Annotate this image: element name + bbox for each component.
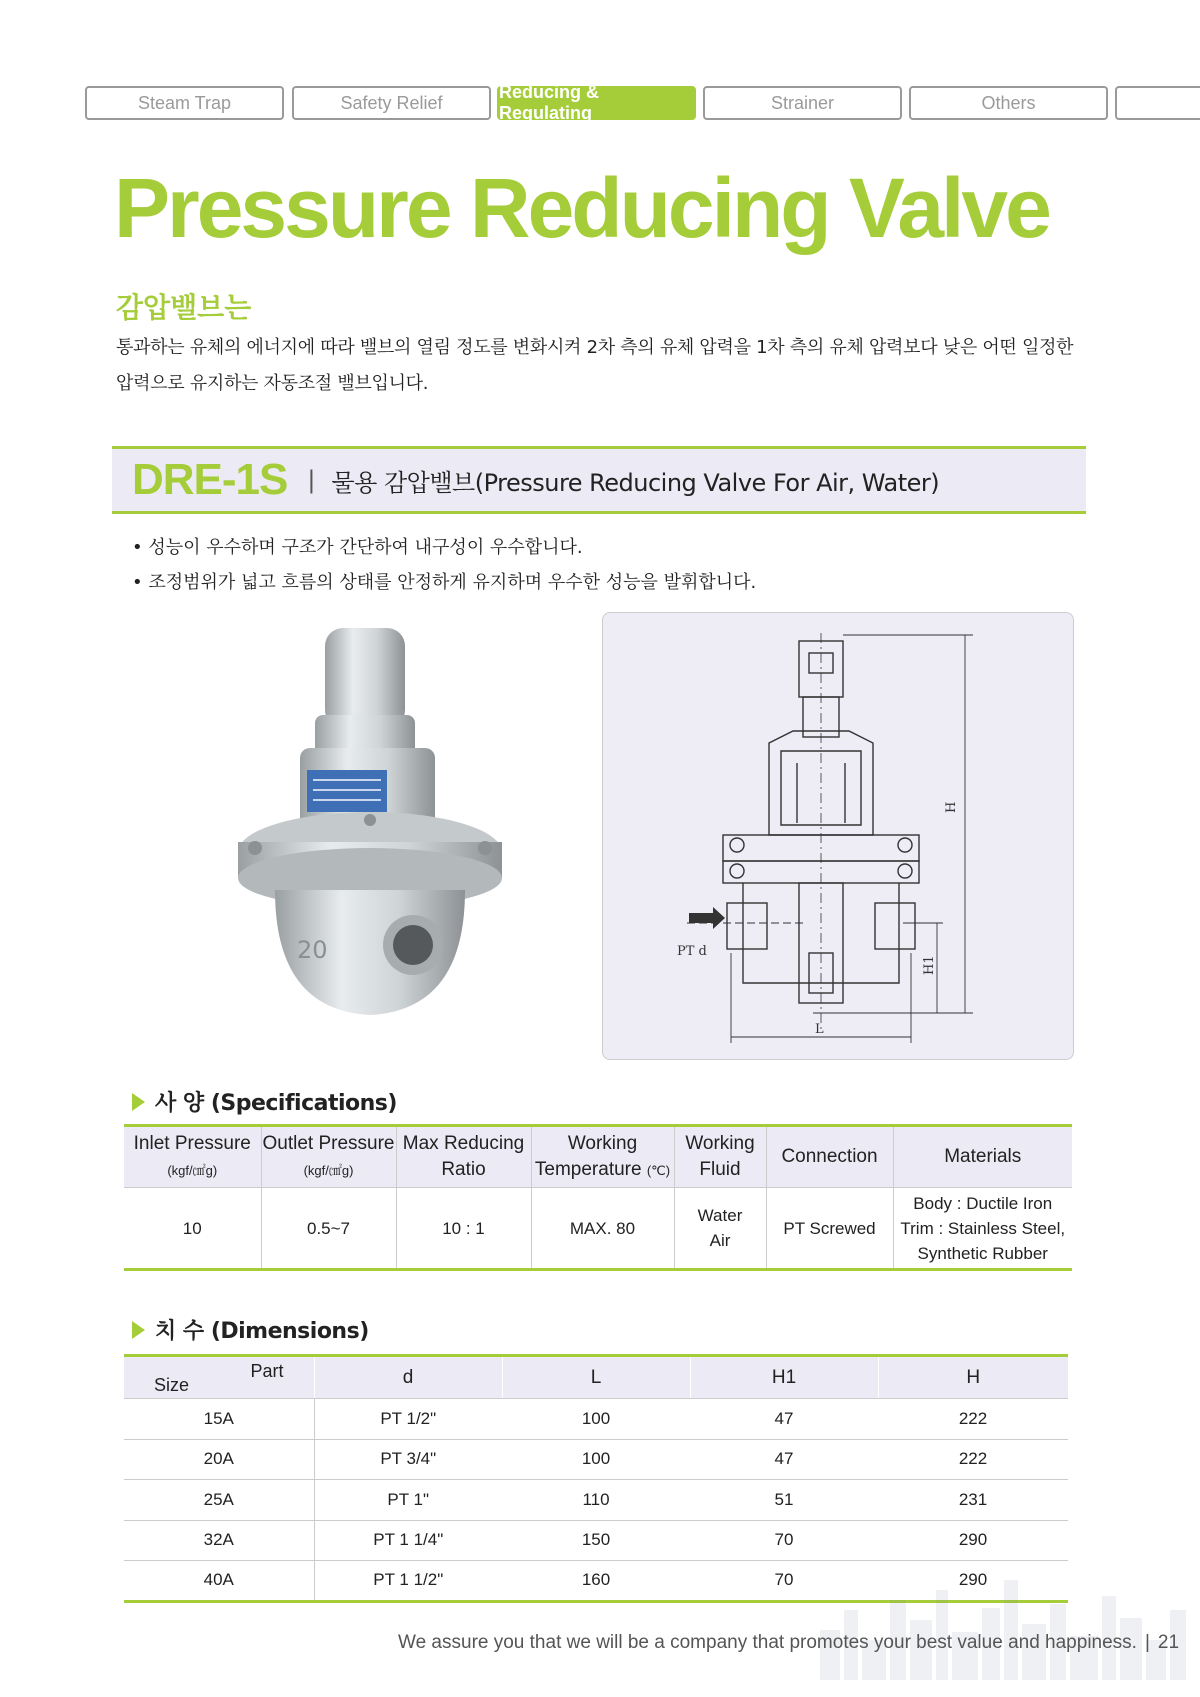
dim-d: PT 1" (314, 1480, 502, 1521)
dim-size: 15A (124, 1399, 314, 1440)
spec-ratio: 10 : 1 (396, 1188, 531, 1270)
specs-heading: 사 양 (Specifications) (132, 1086, 397, 1117)
cross-section-drawing (603, 613, 1075, 1061)
spec-header: Outlet Pressure (kgf/㎠g) (261, 1126, 396, 1188)
photo-marking: 20 (297, 936, 328, 964)
label-l: L (815, 1022, 824, 1037)
dim-h: 222 (878, 1399, 1068, 1440)
spec-temperature: MAX. 80 (531, 1188, 674, 1270)
dim-l: 150 (502, 1520, 690, 1561)
spec-outlet: 0.5~7 (261, 1188, 396, 1270)
spec-fluid: Water Air (674, 1188, 766, 1270)
intro-body: 통과하는 유체의 에너지에 따라 밸브의 열림 정도를 변화시켜 2차 측의 유체 압력을 1차 측의 유체 압력보다 낮은 어떤 일정한 압력으로 유지하는 자동조절 밸브입니다. (116, 337, 1074, 394)
label-pt-d: PT d (677, 944, 707, 959)
valve-photo (235, 620, 505, 1050)
dim-size: 40A (124, 1561, 314, 1602)
dim-size: 32A (124, 1520, 314, 1561)
dim-h: 290 (878, 1520, 1068, 1561)
table-row (124, 1188, 1072, 1270)
dim-l: 160 (581, 1570, 611, 1590)
model-code: DRE-1S (132, 455, 288, 504)
dim-h1: 51 (690, 1480, 878, 1521)
dim-corner-header: Part Size (124, 1356, 314, 1399)
dim-l: 100 (502, 1439, 690, 1480)
footer (398, 1632, 1179, 1654)
tab-safety-relief[interactable]: Safety Relief (292, 86, 491, 120)
dim-h1: 47 (690, 1399, 878, 1440)
dim-header: L (502, 1356, 690, 1399)
dim-h1: 70 (690, 1520, 878, 1561)
spec-header: Max Reducing Ratio (396, 1126, 531, 1188)
dim-h: 290 (958, 1570, 988, 1590)
spec-header: Connection (766, 1126, 893, 1188)
model-description: 물용 감압밸브(Pressure Reducing Valve For Air, Water) (331, 468, 940, 497)
triangle-bullet-icon (132, 1093, 145, 1111)
feature-item: • 성능이 우수하며 구조가 간단하여 내구성이 우수합니다. (132, 530, 756, 565)
spec-connection: PT Screwed (766, 1188, 893, 1270)
specifications-table (124, 1124, 1072, 1271)
tab-others[interactable]: Others (909, 86, 1108, 120)
dim-d: PT 1 1/4" (314, 1520, 502, 1561)
model-bar (112, 446, 1086, 514)
spec-materials: Body : Ductile Iron Trim : Stainless Steel, Synthetic Rubber (900, 1193, 1066, 1263)
dim-l: 100 (502, 1399, 690, 1440)
intro-heading: 감압밸브는 (116, 291, 252, 324)
dim-h1: 70 (774, 1570, 794, 1590)
valve-diagram (602, 612, 1074, 1060)
spec-header: Inlet Pressure (kgf/㎠g) (124, 1126, 261, 1188)
dim-size: 20A (124, 1439, 314, 1480)
dim-header: H1 (690, 1356, 878, 1399)
table-row (124, 1439, 1068, 1480)
spec-header: Working Fluid (674, 1126, 766, 1188)
model-separator: | (307, 466, 316, 494)
dim-size: 25A (124, 1480, 314, 1521)
label-h: H (944, 801, 959, 813)
category-tabs (85, 82, 1200, 123)
label-h1: H1 (922, 955, 937, 975)
spec-header: Materials (893, 1126, 1072, 1188)
footer-separator: | (1144, 1632, 1150, 1653)
footer-slogan: We assure you that we will be a company that promotes your best value and happiness. (398, 1632, 1137, 1653)
table-row (124, 1480, 1068, 1521)
dim-h: 222 (878, 1439, 1068, 1480)
tab-reducing-regulating[interactable]: Reducing & Regulating (497, 86, 696, 120)
feature-item: • 조정범위가 넓고 흐름의 상태를 안정하게 유지하며 우수한 성능을 발휘합니다. (132, 565, 756, 600)
dim-d: PT 1 1/2" (373, 1570, 444, 1590)
dim-h: 231 (878, 1480, 1068, 1521)
page-title: Pressure Reducing Valve (114, 161, 1049, 255)
table-row (124, 1399, 1068, 1440)
dim-header: H (878, 1356, 1068, 1399)
dim-d: PT 3/4" (314, 1439, 502, 1480)
dim-l: 110 (502, 1480, 690, 1521)
tab-strainer[interactable]: Strainer (703, 86, 902, 120)
dimensions-heading: 치 수 (Dimensions) (132, 1314, 369, 1345)
tab-extra[interactable] (1115, 86, 1200, 120)
page-number: 21 (1157, 1632, 1180, 1653)
triangle-bullet-icon (132, 1321, 145, 1339)
spec-header: Working Temperature (℃) (531, 1126, 674, 1188)
skyline-decoration (820, 1560, 1200, 1680)
spec-inlet: 10 (124, 1188, 261, 1270)
table-row (124, 1520, 1068, 1561)
tab-steam-trap[interactable]: Steam Trap (85, 86, 284, 120)
dim-h1: 47 (690, 1439, 878, 1480)
dim-header: d (314, 1356, 502, 1399)
dim-d: PT 1/2" (314, 1399, 502, 1440)
feature-list (132, 530, 756, 600)
